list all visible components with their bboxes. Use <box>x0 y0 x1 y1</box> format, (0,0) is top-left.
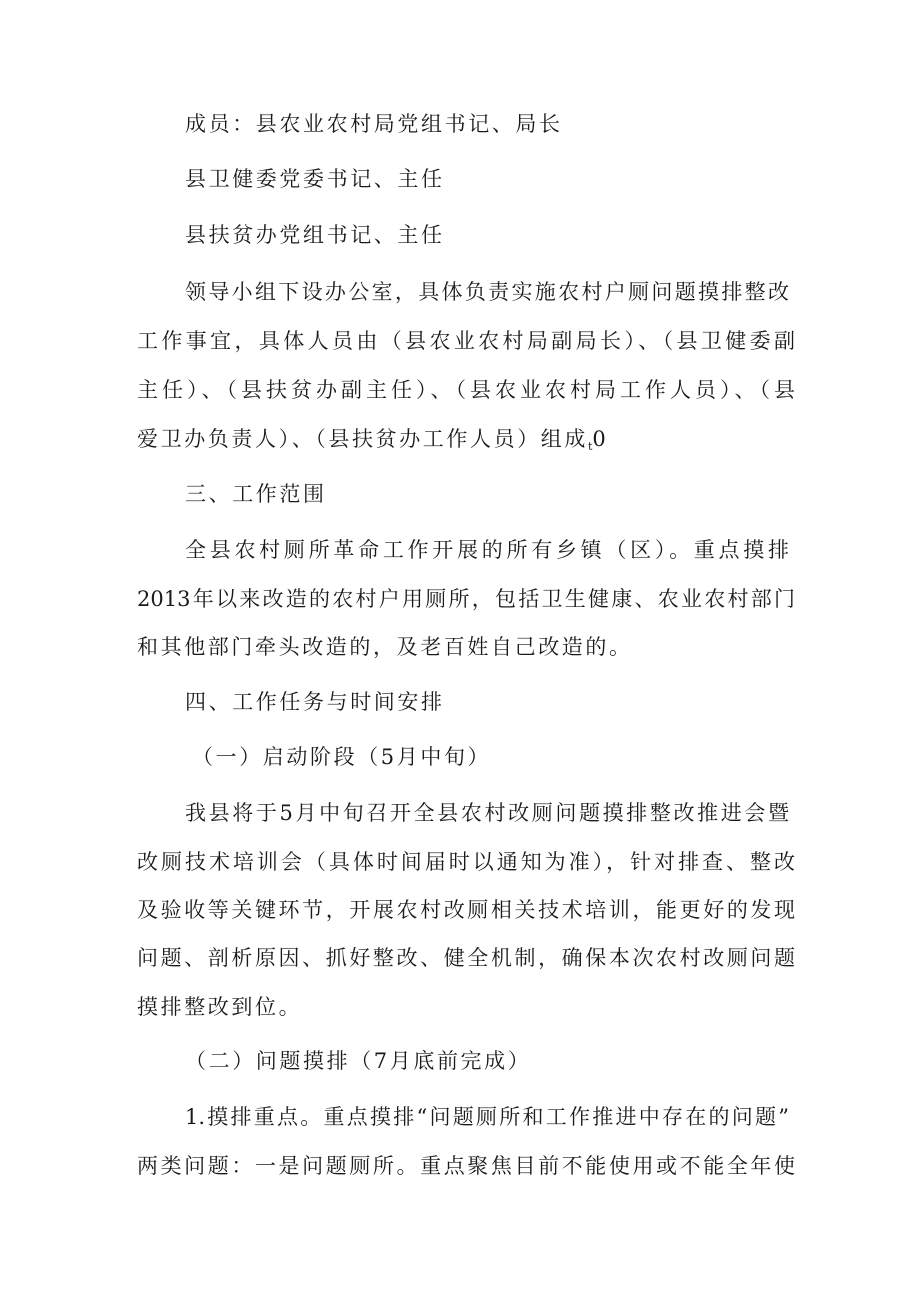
paragraph-line: 全县农村厕所革命工作开展的所有乡镇（区）。重点摸排 <box>185 538 789 562</box>
paragraph-line-text: 爱卫办负责人）、（县扶贫办工作人员）组成 <box>137 427 588 451</box>
subsection-heading: （一）启动阶段（5月中旬） <box>192 745 492 769</box>
ocr-artifact-sub: t <box>588 440 593 453</box>
paragraph-line: 改厕技术培训会（具体时间届时以通知为准），针对排查、整改 <box>137 850 795 874</box>
section-heading: 四、工作任务与时间安排 <box>185 690 445 714</box>
members-line: 成员：县农业农村局党组书记、局长 <box>185 112 563 136</box>
paragraph-line: 及验收等关键环节，开展农村改厕相关技术培训，能更好的发现 <box>137 898 795 922</box>
members-line: 县卫健委党委书记、主任 <box>185 167 445 191</box>
paragraph-line: 主任）、（县扶贫办副主任）、（县农业农村局工作人员）、（县 <box>137 378 795 402</box>
ocr-artifact-main: 0 <box>592 427 609 451</box>
paragraph-line: 工作事宜，具体人员由（县农业农村局副局长）、（县卫健委副 <box>137 329 795 353</box>
paragraph-line: 两类问题：一是问题厕所。重点聚焦目前不能使用或不能全年使 <box>137 1154 795 1178</box>
paragraph-line: 和其他部门牵头改造的，及老百姓自己改造的。 <box>137 635 633 659</box>
paragraph-line: 我县将于5月中旬召开全县农村改厕问题摸排整改推进会暨 <box>185 801 789 825</box>
paragraph-line: 1.摸排重点。重点摸排“问题厕所和工作推进中存在的问题” <box>185 1105 789 1129</box>
paragraph-line: 2013年以来改造的农村户用厕所，包括卫生健康、农业农村部门 <box>137 587 795 611</box>
paragraph-line: 摸排整改到位。 <box>137 995 303 1019</box>
section-heading: 三、工作范围 <box>185 482 327 506</box>
subsection-heading: （二）问题摸排（7月底前完成） <box>185 1049 532 1073</box>
paragraph-line-last <box>137 425 608 461</box>
members-line: 县扶贫办党组书记、主任 <box>185 223 445 247</box>
paragraph-line: 领导小组下设办公室，具体负责实施农村户厕问题摸排整改 <box>185 280 789 304</box>
paragraph-line: 问题、剖析原因、抓好整改、健全机制，确保本次农村改厕问题 <box>137 946 795 970</box>
